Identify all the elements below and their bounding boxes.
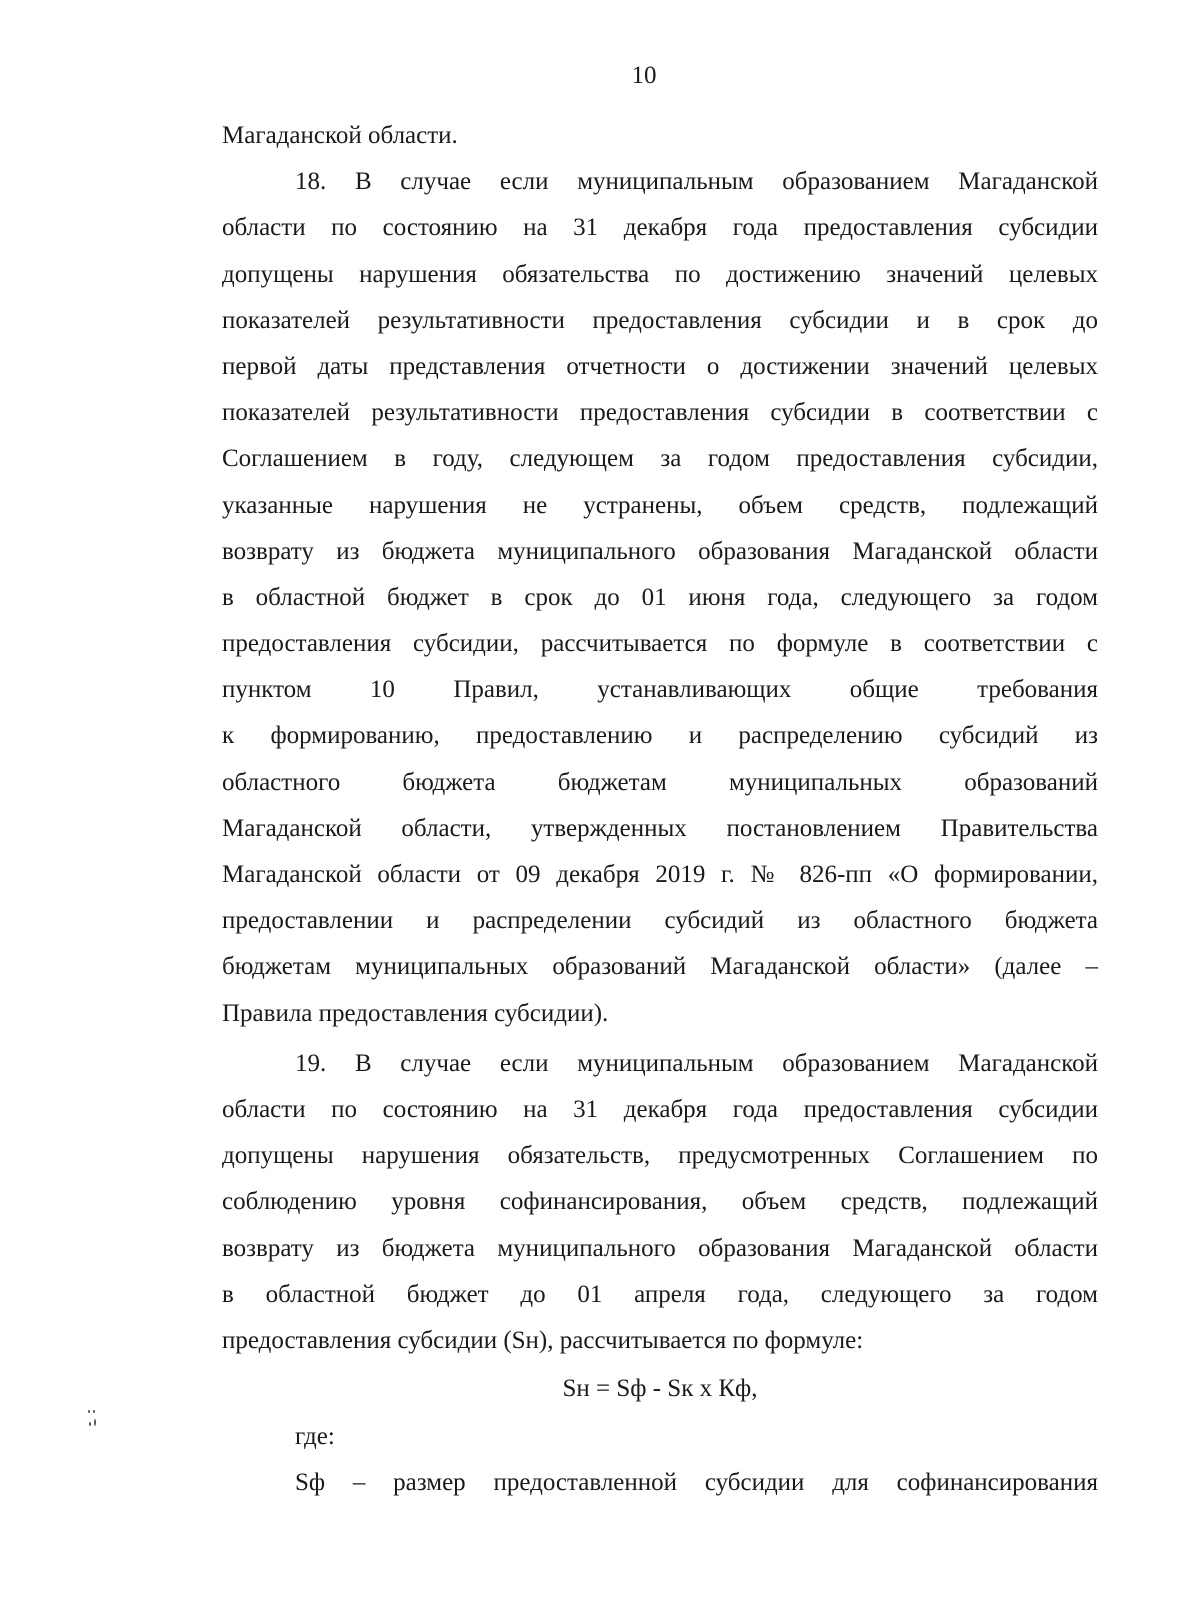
page-number: 10 — [631, 62, 657, 89]
text-line: 18. В случае если муниципальным образованием Магаданской — [295, 168, 1098, 196]
text-line: показателей результативности предоставления субсидии и в срок до — [222, 306, 1098, 334]
text-line: 19. В случае если муниципальным образованием Магаданской — [295, 1049, 1098, 1077]
text-line: области по состоянию на 31 декабря года предоставления субсидии — [222, 214, 1098, 242]
paragraph-18 — [222, 159, 1098, 1037]
text-line: предоставления субсидии (Sн), рассчитывается по формуле: — [222, 1326, 864, 1354]
text-line: Правила предоставления субсидии). — [222, 999, 609, 1027]
text-line: в областной бюджет в срок до 01 июня года, следующего за годом — [222, 583, 1098, 611]
definition-line: Sф – размер предоставленной субсидии для софинансирования — [295, 1469, 1098, 1497]
text-line: возврату из бюджета муниципального образования Магаданской области — [222, 1234, 1098, 1262]
text-line: допущены нарушения обязательств, предусмотренных Соглашением по — [222, 1142, 1098, 1170]
text-line: пунктом 10 Правил, устанавливающих общие требования — [222, 676, 1098, 704]
scan-artifact — [88, 1410, 100, 1434]
text-line: допущены нарушения обязательства по достижению значений целевых — [222, 260, 1098, 288]
text-line: бюджетам муниципальных образований Магаданской области» (далее – — [222, 953, 1098, 981]
text-line: к формированию, предоставлению и распределению субсидий из — [222, 722, 1098, 750]
text-line: указанные нарушения не устранены, объем средств, подлежащий — [222, 491, 1098, 519]
text-line: области по состоянию на 31 декабря года предоставления субсидии — [222, 1095, 1098, 1123]
text-line: соблюдению уровня софинансирования, объем средств, подлежащий — [222, 1188, 1098, 1216]
text-line: Магаданской области. — [222, 122, 458, 149]
text-line: первой даты представления отчетности о достижении значений целевых — [222, 352, 1098, 380]
document-body — [222, 113, 1098, 1507]
where-label: где: — [295, 1423, 335, 1451]
formula: Sн = Sф - Sк x Кф, — [562, 1375, 758, 1403]
text-line: показателей результативности предоставления субсидии в соответствии с — [222, 399, 1098, 427]
text-line: возврату из бюджета муниципального образования Магаданской области — [222, 537, 1098, 565]
text-line: предоставлении и распределении субсидий из областного бюджета — [222, 907, 1098, 935]
text-line: Соглашением в году, следующем за годом предоставления субсидии, — [222, 445, 1098, 473]
paragraph-19 — [222, 1041, 1098, 1364]
text-line: в областной бюджет до 01 апреля года, следующего за годом — [222, 1280, 1098, 1308]
text-line: областного бюджета бюджетам муниципальных образований — [222, 768, 1098, 796]
text-line: Магаданской области от 09 декабря 2019 г. № 826-пп «О формировании, — [222, 861, 1098, 888]
text-line: Магаданской области, утвержденных постановлением Правительства — [222, 814, 1098, 842]
text-line: предоставления субсидии, рассчитывается по формуле в соответствии с — [222, 630, 1098, 658]
